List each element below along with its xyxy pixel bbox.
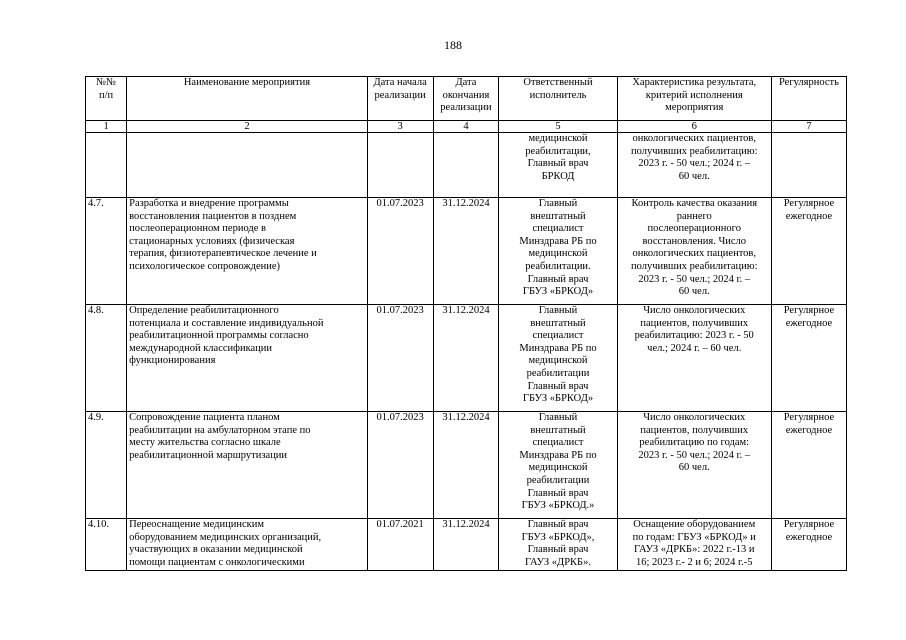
page-number: 188 [444, 38, 462, 52]
regularity [771, 198, 846, 305]
row-number: 4.8. [86, 305, 127, 412]
text-line: БРКОД [541, 170, 575, 182]
table-header-row [86, 77, 847, 121]
regularity [771, 133, 846, 198]
executor [499, 133, 617, 198]
text-line: медицинской [528, 462, 588, 474]
measures-table [85, 76, 847, 571]
text-line: специалист [532, 437, 584, 449]
text-line: Сопровождение пациента планом [129, 412, 280, 423]
table-row [86, 133, 847, 198]
header-executor [499, 77, 617, 121]
text-line: окончания [442, 89, 490, 101]
text-line: Определение реабилитационного [129, 305, 279, 316]
text-line: критерий исполнения [645, 89, 743, 101]
text-line: внештатный [530, 424, 586, 436]
text-line: Главный [538, 412, 578, 423]
header-name [127, 77, 368, 121]
text-line: реабилитацию по годам: [639, 437, 750, 449]
row-number: 4.10. [86, 519, 127, 571]
text-line: пациентов, получивших [640, 317, 749, 329]
text-line: медицинской [528, 133, 588, 144]
text-line: Дата [455, 77, 477, 88]
text-line: международной классификации [129, 342, 273, 354]
text-line: месту жительства согласно шкале [129, 437, 281, 449]
text-line: восстановления пациентов в позднем [129, 210, 297, 222]
text-line: психологическое сопровождение) [129, 260, 281, 272]
header-start-date [367, 77, 433, 121]
text-line: Минздрава РБ по [519, 449, 597, 461]
end-date: 31.12.2024 [433, 198, 499, 305]
text-line: Главный [538, 305, 578, 316]
text-line: Регулярность [778, 77, 839, 88]
text-line: Характеристика результата, [632, 77, 757, 88]
start-date: 01.07.2021 [367, 519, 433, 571]
column-number: 4 [433, 121, 499, 133]
text-line: Главный врач [527, 158, 589, 170]
text-line: Дата начала [373, 77, 427, 88]
column-number: 6 [617, 121, 771, 133]
text-line: 2023 г. - 50 чел.; 2024 г. – [638, 449, 751, 461]
text-line: участвующих в оказании медицинской [129, 544, 303, 556]
end-date: 31.12.2024 [433, 305, 499, 412]
text-line: ежегодное [785, 531, 833, 543]
header-end-date [433, 77, 499, 121]
text-line: Главный врач [527, 544, 589, 556]
text-line: терапия, физиотерапевтическое лечение и [129, 248, 317, 260]
text-line: Главный врач [527, 519, 589, 530]
text-line: ГБУЗ «БРКОД» [522, 286, 594, 298]
start-date [367, 133, 433, 198]
result-criteria [617, 305, 771, 412]
row-number: 4.9. [86, 412, 127, 519]
header-number [86, 77, 127, 121]
text-line: реабилитационной программы согласно [129, 330, 309, 342]
text-line: раннего [676, 210, 712, 222]
text-line: послеоперационном периоде в [129, 223, 266, 235]
result-criteria [617, 412, 771, 519]
executor [499, 412, 617, 519]
text-line: оборудованием медицинских организаций, [129, 531, 322, 543]
table-row [86, 519, 847, 571]
text-line: №№ [96, 77, 117, 88]
text-line: ежегодное [785, 317, 833, 329]
header-result [617, 77, 771, 121]
text-line: мероприятия [665, 102, 724, 114]
executor [499, 198, 617, 305]
measure-name [127, 305, 368, 412]
text-line: внештатный [530, 210, 586, 222]
regularity [771, 412, 846, 519]
measure-name [127, 133, 368, 198]
text-line: Ответственный [523, 77, 593, 88]
result-criteria [617, 133, 771, 198]
start-date: 01.07.2023 [367, 198, 433, 305]
text-line: ежегодное [785, 424, 833, 436]
text-line: Разработка и внедрение программы [129, 198, 289, 209]
text-line: 2023 г. - 50 чел.; 2024 г. – [638, 158, 751, 170]
text-line: помощи пациентам с онкологическими [129, 556, 305, 568]
end-date [433, 133, 499, 198]
text-line: послеоперационного [647, 223, 741, 235]
text-line: Наименование мероприятия [183, 77, 311, 88]
text-line: Главный врач [527, 273, 589, 285]
end-date: 31.12.2024 [433, 412, 499, 519]
regularity [771, 305, 846, 412]
text-line: потенциала и составление индивидуальной [129, 317, 324, 329]
text-line: Регулярное [783, 519, 835, 530]
text-line: ГАУЗ «ДРКБ». [525, 556, 591, 568]
measure-name [127, 198, 368, 305]
text-line: чел.; 2024 г. – 60 чел. [647, 342, 742, 354]
text-line: онкологических пациентов, [632, 133, 756, 144]
start-date: 01.07.2023 [367, 305, 433, 412]
text-line: реабилитации на амбулаторном этапе по [129, 424, 311, 436]
text-line: специалист [532, 223, 584, 235]
text-line: Переоснащение медицинским [129, 519, 265, 530]
text-line: Главный врач [527, 487, 589, 499]
column-number-row [86, 121, 847, 133]
text-line: реабилитации, [525, 145, 591, 157]
regularity [771, 519, 846, 571]
text-line: Минздрава РБ по [519, 235, 597, 247]
row-number: 4.7. [86, 198, 127, 305]
text-line: стационарных условиях (физическая [129, 235, 295, 247]
text-line: Регулярное [783, 305, 835, 316]
measure-name [127, 519, 368, 571]
header-regularity [771, 77, 846, 121]
text-line: реализации [374, 89, 426, 101]
column-number: 5 [499, 121, 617, 133]
table-row [86, 412, 847, 519]
column-number: 1 [86, 121, 127, 133]
text-line: восстановления. Число [642, 235, 747, 247]
end-date: 31.12.2024 [433, 519, 499, 571]
text-line: 2023 г. - 50 чел.; 2024 г. – [638, 273, 751, 285]
text-line: медицинской [528, 355, 588, 367]
text-line: Регулярное [783, 412, 835, 423]
text-line: Главный врач [527, 380, 589, 392]
text-line: специалист [532, 330, 584, 342]
text-line: п/п [98, 89, 114, 101]
start-date: 01.07.2023 [367, 412, 433, 519]
text-line: 60 чел. [678, 286, 710, 298]
text-line: 60 чел. [678, 170, 710, 182]
text-line: Контроль качества оказания [631, 198, 758, 209]
text-line: ГБУЗ «БРКОД» [522, 393, 594, 405]
text-line: функционирования [129, 355, 216, 367]
text-line: Минздрава РБ по [519, 342, 597, 354]
text-line: медицинской [528, 248, 588, 260]
column-number: 7 [771, 121, 846, 133]
table-row [86, 305, 847, 412]
text-line: ГБУЗ «БРКОД.» [521, 500, 595, 512]
table-row [86, 198, 847, 305]
column-number: 3 [367, 121, 433, 133]
text-line: реабилитации. [525, 260, 591, 272]
text-line: внештатный [530, 317, 586, 329]
text-line: реализации [440, 102, 492, 114]
text-line: исполнитель [529, 89, 587, 101]
text-line: реабилитации [526, 367, 590, 379]
text-line: пациентов, получивших [640, 424, 749, 436]
text-line: ежегодное [785, 210, 833, 222]
text-line: 16; 2023 г.- 2 и 6; 2024 г.-5 [635, 556, 753, 568]
executor [499, 305, 617, 412]
result-criteria [617, 198, 771, 305]
text-line: Оснащение оборудованием [633, 519, 756, 530]
text-line: Число онкологических [643, 412, 746, 423]
text-line: онкологических пациентов, [632, 248, 756, 260]
measure-name [127, 412, 368, 519]
column-number: 2 [127, 121, 368, 133]
text-line: получивших реабилитацию: [630, 145, 758, 157]
result-criteria [617, 519, 771, 571]
text-line: по годам: ГБУЗ «БРКОД» и [632, 531, 756, 543]
text-line: Главный [538, 198, 578, 209]
text-line: Число онкологических [643, 305, 746, 316]
executor [499, 519, 617, 571]
text-line: Регулярное [783, 198, 835, 209]
text-line: 60 чел. [678, 462, 710, 474]
text-line: реабилитацию: 2023 г. - 50 [634, 330, 754, 342]
text-line: реабилитации [526, 474, 590, 486]
row-number [86, 133, 127, 198]
text-line: ГАУЗ «ДРКБ»: 2022 г.-13 и [634, 544, 755, 556]
text-line: ГБУЗ «БРКОД», [521, 531, 595, 543]
text-line: реабилитационной маршрутизации [129, 449, 288, 461]
text-line: получивших реабилитацию: [630, 260, 758, 272]
